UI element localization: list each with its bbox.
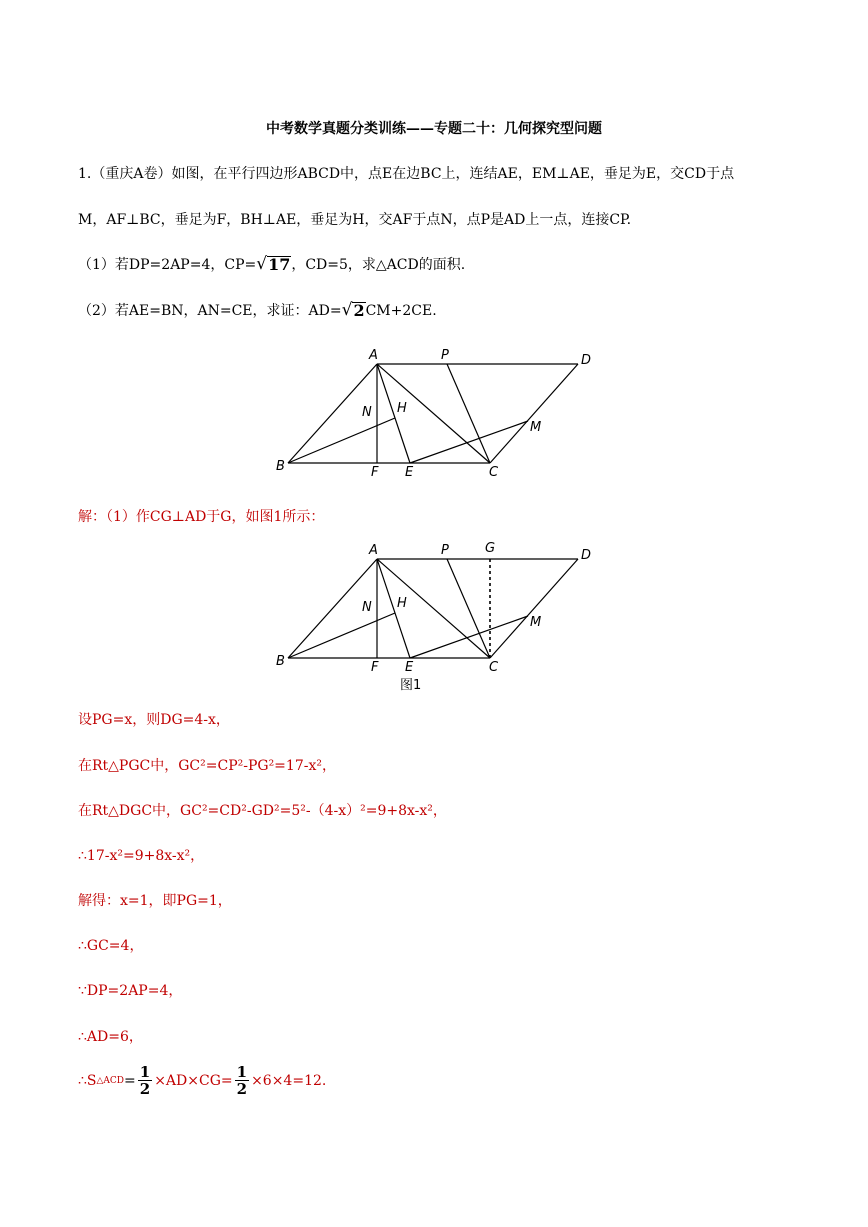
figure-caption: 图1 bbox=[400, 678, 422, 693]
label-B: B bbox=[276, 654, 285, 669]
fraction-1-denominator: 2 bbox=[139, 1080, 151, 1098]
label-C: C bbox=[489, 660, 499, 675]
solution-line-4: ∴17-x²=9+8x-x²， bbox=[78, 848, 205, 864]
label-A: A bbox=[369, 543, 378, 558]
area-end: ×6×4=12. bbox=[251, 1072, 327, 1089]
label-C: C bbox=[489, 465, 499, 480]
label-M: M bbox=[530, 420, 542, 435]
label-H: H bbox=[397, 401, 407, 416]
question-2 bbox=[78, 300, 437, 322]
label-P: P bbox=[441, 543, 449, 558]
question-2-prefix: （2）若AE=BN，AN=CE，求证：AD= bbox=[78, 303, 342, 319]
area-subscript: △ACD bbox=[96, 1075, 125, 1086]
label-N: N bbox=[362, 405, 372, 420]
problem-line-1: 1.（重庆A卷）如图，在平行四边形ABCD中，点E在边BC上，连结AE，EM⊥AE，垂足为E，交CD于点 bbox=[78, 166, 735, 182]
solution-line-6: ∴GC=4， bbox=[78, 938, 144, 954]
label-E: E bbox=[405, 465, 414, 480]
label-P: P bbox=[441, 348, 449, 363]
label-A: A bbox=[369, 348, 378, 363]
sqrt-17: √ 17 bbox=[256, 254, 291, 274]
area-formula bbox=[78, 1064, 326, 1097]
fraction-half-1 bbox=[138, 1064, 152, 1097]
sqrt-2: √ 2 bbox=[341, 300, 365, 320]
sqrt-2-radicand: 2 bbox=[353, 301, 365, 320]
area-eq: = bbox=[124, 1072, 136, 1089]
fraction-2-numerator: 1 bbox=[236, 1063, 248, 1081]
problem-figure bbox=[265, 340, 605, 485]
label-F: F bbox=[371, 660, 379, 675]
problem-line-2: M，AF⊥BC，垂足为F，BH⊥AE，垂足为H，交AF于点N，点P是AD上一点，连接CP. bbox=[78, 212, 632, 228]
solution-line-2: 在Rt△PGC中，GC²=CP²-PG²=17-x²， bbox=[78, 758, 336, 774]
fraction-1-numerator: 1 bbox=[139, 1063, 151, 1081]
area-prefix: ∴S bbox=[78, 1072, 97, 1089]
solution-line-3: 在Rt△DGC中，GC²=CD²-GD²=5²-（4-x）²=9+8x-x²， bbox=[78, 803, 447, 819]
fraction-half-2 bbox=[235, 1064, 249, 1097]
solution-line-1: 设PG=x，则DG=4-x， bbox=[78, 712, 230, 728]
label-B: B bbox=[276, 459, 285, 474]
question-1-suffix: ，CD=5，求△ACD的面积. bbox=[291, 257, 466, 273]
solution-intro: 解：（1）作CG⊥AD于G，如图1所示： bbox=[78, 509, 325, 525]
label-G: G bbox=[485, 541, 496, 556]
label-H: H bbox=[397, 596, 407, 611]
question-2-suffix: CM+2CE. bbox=[365, 303, 437, 319]
question-1 bbox=[78, 254, 465, 276]
fraction-2-denominator: 2 bbox=[236, 1080, 248, 1098]
area-mid: ×AD×CG= bbox=[154, 1072, 233, 1089]
solution-line-7: ∵DP=2AP=4， bbox=[78, 983, 183, 999]
solution-figure bbox=[265, 537, 605, 680]
label-D: D bbox=[581, 548, 592, 563]
solution-line-5: 解得：x=1，即PG=1， bbox=[78, 893, 232, 909]
label-F: F bbox=[371, 465, 379, 480]
label-M: M bbox=[530, 615, 542, 630]
sqrt-17-radicand: 17 bbox=[268, 255, 291, 274]
solution-line-8: ∴AD=6， bbox=[78, 1029, 143, 1045]
label-E: E bbox=[405, 660, 414, 675]
question-1-prefix: （1）若DP=2AP=4，CP= bbox=[78, 257, 257, 273]
page-title: 中考数学真题分类训练——专题二十：几何探究型问题 bbox=[266, 121, 602, 137]
label-N: N bbox=[362, 600, 372, 615]
label-D: D bbox=[581, 353, 592, 368]
